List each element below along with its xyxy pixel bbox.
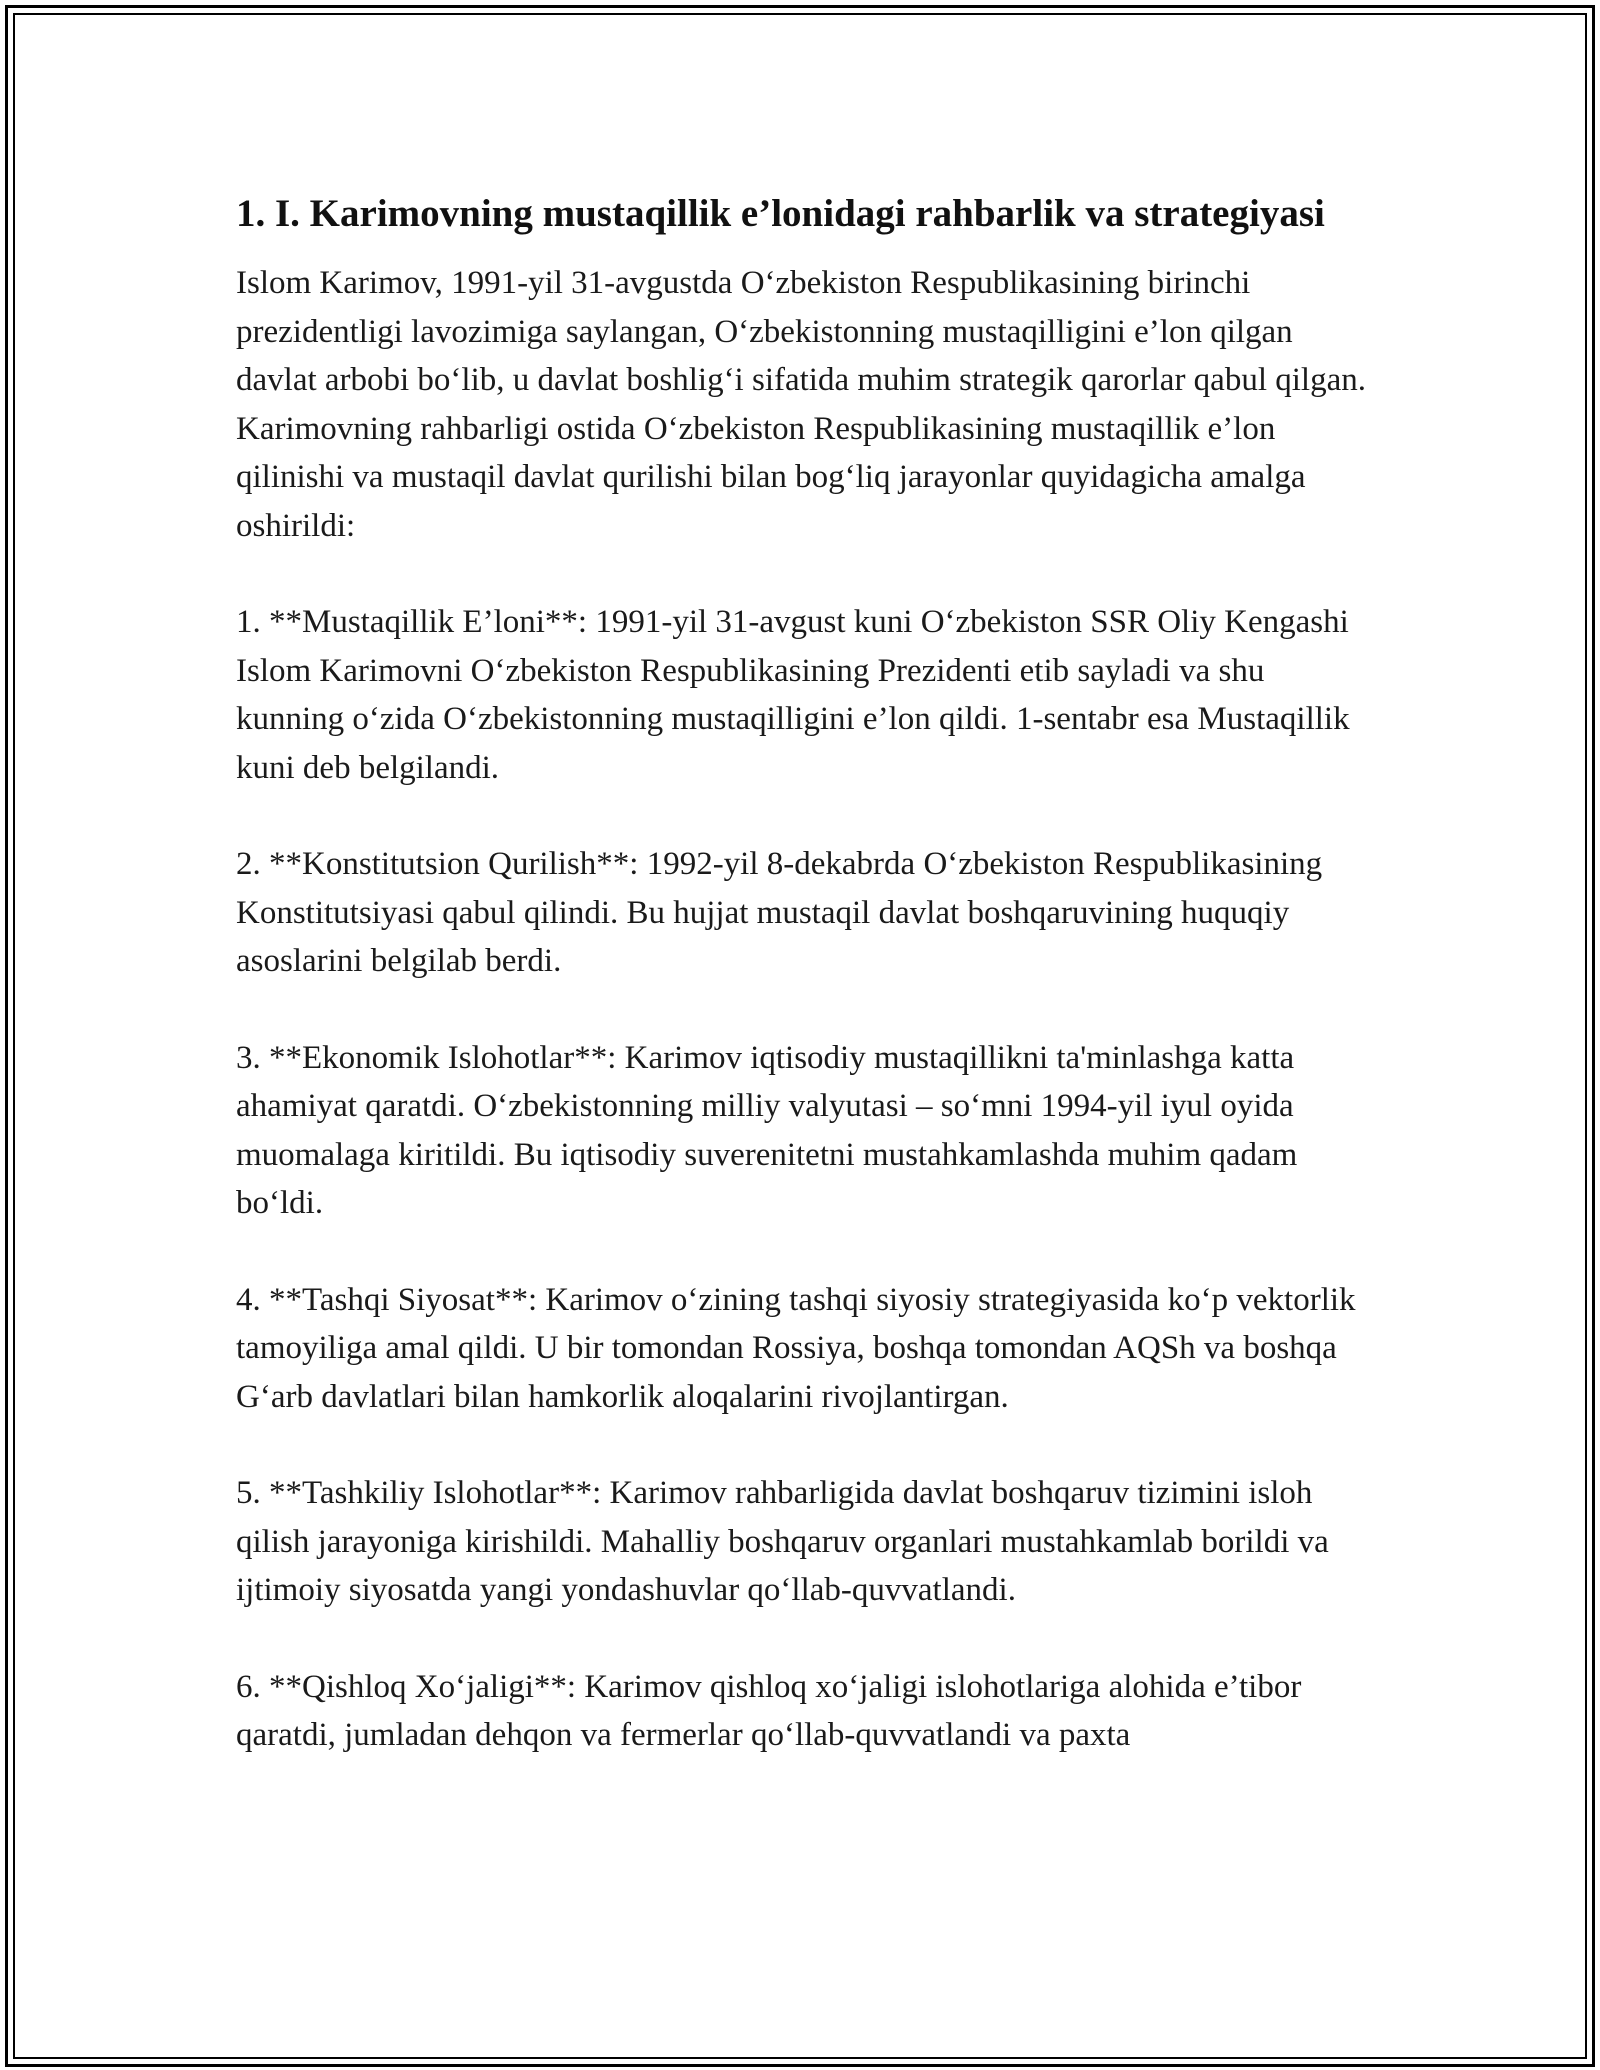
paragraph-spacer — [236, 1228, 1376, 1276]
document-body — [236, 186, 1376, 1760]
list-item-agriculture: 6. **Qishloq Xo‘jaligi**: Karimov qishloq xo‘jaligi islohotlariga alohida e’tibor qaratdi, jumladan dehqon va fermerlar qo‘llab-quvvatlandi va paxta — [236, 1668, 1310, 1753]
list-item-constitution: 2. **Konstitutsion Qurilish**: 1992-yil 8-dekabrda O‘zbekiston Respublikasining Konstitutsiyasi qabul qilindi. Bu hujjat mustaqil davlat boshqaruvining huquqiy asoslarini belgilab berdi. — [236, 846, 1331, 979]
paragraph-spacer — [236, 1615, 1376, 1663]
paragraph-spacer — [236, 1421, 1376, 1469]
intro-paragraph: Islom Karimov, 1991-yil 31-avgustda O‘zbekiston Respublikasining birinchi prezidentligi lavozimiga saylangan, O‘zbekistonning mustaqilligini e’lon qilgan davlat arbobi bo‘lib, u davlat boshlig‘i sifatida muhim strategik qarorlar qabul qilgan. Karimovning rahbarligi ostida O‘zbekiston Respublikasining mustaqillik e’lon qilinishi va mustaqil davlat qurilishi bilan bog‘liq jarayonlar quyidagicha amalga oshirildi: — [236, 265, 1375, 544]
list-item-foreign-policy: 4. **Tashqi Siyosat**: Karimov o‘zining tashqi siyosiy strategiyasida ko‘p vektorlik tamoyiliga amal qildi. U bir tomondan Rossiya, boshqa tomondan AQSh va boshqa G‘arb davlatlari bilan hamkorlik aloqalarini rivojlantirgan. — [236, 1281, 1364, 1415]
list-item-economic-reforms: 3. **Ekonomik Islohotlar**: Karimov iqtisodiy mustaqillikni ta'minlashga katta ahamiyat qaratdi. O‘zbekistonning milliy valyutasi – so‘mni 1994-yil iyul oyida muomalaga kiritildi. Bu iqtisodiy suverenitetni mustahkamlashda muhim qadam bo‘ldi. — [236, 1039, 1306, 1221]
paragraph-spacer — [236, 550, 1376, 598]
list-item-organizational-reforms: 5. **Tashkiliy Islohotlar**: Karimov rahbarligida davlat boshqaruv tizimini isloh qilish jarayoniga kirishildi. Mahalliy boshqaruv organlari mustahkamlab borildi va ijtimoiy siyosatda yangi yondashuvlar qo‘llab-quvvatlandi. — [236, 1475, 1338, 1608]
paragraph-spacer — [236, 792, 1376, 840]
paragraph-spacer — [236, 986, 1376, 1034]
section-heading: 1. I. Karimovning mustaqillik e’lonidagi rahbarlik va strategiyasi — [236, 192, 1325, 235]
list-item-independence: 1. **Mustaqillik E’loni**: 1991-yil 31-avgust kuni O‘zbekiston SSR Oliy Kengashi Islom Karimovni O‘zbekiston Respublikasining Prezidenti etib sayladi va shu kunning o‘zida O‘zbekistonning mustaqilligini e’lon qildi. 1-sentabr esa Mustaqillik kuni deb belgilandi. — [236, 604, 1358, 786]
